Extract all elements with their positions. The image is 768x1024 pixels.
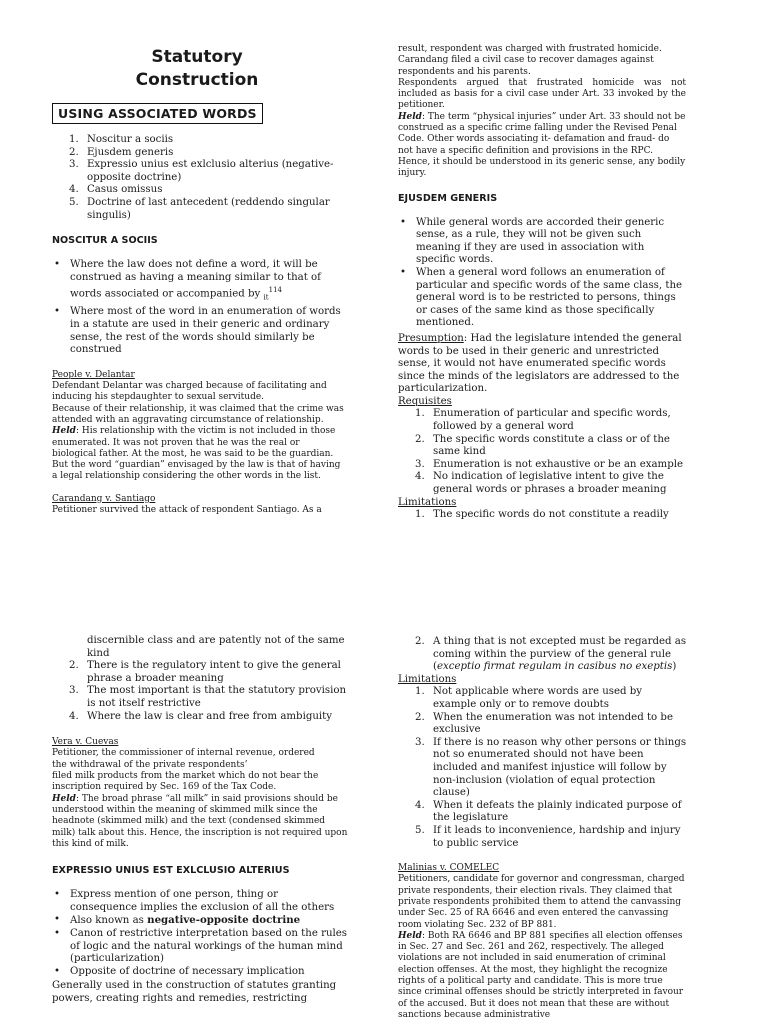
ejusdem-bullets: [398, 217, 686, 330]
main-section-heading-wrap: [52, 103, 344, 124]
list-item: • Opposite of doctrine of necessary implication: [52, 966, 348, 979]
case-title: Vera v. Cuevas: [52, 737, 119, 748]
top-right-column: [398, 44, 686, 522]
case-fact: Respondents argued that frustrated homicide was not included as basis for a civil case under Art. 33 invoked by the petitioner.: [398, 77, 686, 111]
top-left-column: [52, 46, 344, 516]
list-item: 3. The most important is that the statutory provision is not itself restrictive: [69, 685, 347, 709]
list-item: 3. Enumeration is not exhaustive or be an example: [415, 458, 684, 470]
list-item: discernible class and are patently not of the same kind: [87, 635, 345, 659]
malinias-case: [398, 863, 688, 1021]
list-item: 2. When the enumeration was not intended to be exclusive: [415, 711, 673, 736]
list-item: 2. The specific words constitute a class or of the same kind: [415, 433, 670, 458]
list-item: 4. No indication of legislative intent to give the general words or phrases a broader meaning: [415, 471, 667, 496]
case-held: Held: Both RA 6646 and BP 881 specifies all election offenses in Sec. 27 and Sec. 261 and 262, respectively. The alleged violations are not included in said enumeration of criminal election offenses. At the most, they highlight the recognize rights of a political party and candidate. This is more true since criminal offenses should be strictly interpreted in favour of the accused. But it does not mean that these are without sanctions because administrative: [398, 930, 684, 1020]
case-held: Held: The broad phrase “all milk” in said provisions should be understood within the meaning of skimmed milk since the headnote (skimmed milk) and the text (condensed skimmed milk) talk about this. Hence, the inscription is not required upon this kind of milk.: [52, 793, 348, 849]
limitations-label: Limitations: [398, 496, 457, 508]
noscitur-heading: NOSCITUR A SOCIIS: [52, 235, 158, 247]
requisites-list: [398, 408, 686, 496]
presumption: Presumption: Had the legislature intended the general words to be used in their generic and unrestricted sense, it would not have enumerated specific words since the minds of the legislators are addressed to the particularization.: [398, 332, 682, 395]
santiago-case: [52, 494, 344, 517]
case-held: Held: His relationship with the victim is not included in those enumerated. It was not proven that he was the real or biological father. At the most, he was said to be the guardian. But the word “guardian” envisaged by the law is that of having a legal relationship considering the other words in the list.: [52, 426, 341, 482]
case-fact: result, respondent was charged with frustrated homicide.: [398, 44, 662, 54]
limitations-list-start: [398, 509, 686, 522]
case-fact: Petitioner, the commissioner of internal revenue, ordered: [52, 748, 315, 759]
expressio-paragraph: Generally used in the construction of statutes granting powers, creating rights and remedies, restricting: [52, 980, 337, 1004]
case-held: Held: The term “physical injuries” under Art. 33 should not be construed as a specific crime falling under the Revised Penal Code. Other words associating it- defamation and fraud- do not have a specific definition and provisions in the RPC. Hence, it should be understood in its generic sense, any bodily injury.: [398, 111, 686, 179]
title-line1: Statutory: [151, 47, 243, 67]
list-item: 3. If there is no reason why other persons or things not so enumerated should not have been included and manifest injustice will follow by non-inclusion (violation of equal protection clause): [415, 736, 687, 799]
case-title: Malinias v. COMELEC: [398, 863, 500, 874]
noscitur-bullets: [52, 259, 344, 357]
list-item: 4. When it defeats the plainly indicated purpose of the legislature: [415, 799, 682, 824]
list-item: • Express mention of one person, thing or consequence implies the exclusion of all the others: [52, 889, 348, 914]
bottom-left-column: [52, 635, 348, 1005]
list-item: • While general words are accorded their generic sense, as a rule, they will not be given such meaning if they are used in association with specific words.: [398, 217, 686, 267]
list-item: • Also known as negative-opposite doctrine: [52, 914, 348, 928]
case-fact: Because of their relationship, it was claimed that the crime was attended with an aggravating circumstance of relationship.: [52, 403, 344, 425]
requisites-label: Requisites: [398, 395, 452, 407]
list-item: 1. Enumeration of particular and specific words, followed by a general word: [415, 408, 671, 433]
case-fact: Petitioner survived the attack of respondent Santiago. As a: [52, 505, 322, 515]
expressio-limitations-list: [398, 686, 688, 850]
list-item: 1. The specific words do not constitute a readily: [415, 509, 669, 521]
case-fact: Petitioners, candidate for governor and congressman, charged private respondents, their election rivals. They claimed that private respondents prohibited them to attend the canvassing under Sec. 25 of RA 6646 and even entered the canvassing room violating Sec. 232 of BP 881.: [398, 874, 685, 930]
expressio-item-list: [398, 636, 688, 674]
cuevas-case: [52, 737, 348, 850]
list-item: 5. Doctrine of last antecedent (reddendo singular singulis): [69, 196, 330, 221]
list-item: • Where the law does not define a word, it will be construed as having a meaning similar to that of words associated or accompanied by $_{it}^{114}$: [52, 259, 344, 304]
list-item: 3. Expressio unius est exlclusio alterius (negative-opposite doctrine): [69, 159, 334, 183]
case-title: Carandang v. Santiago: [52, 493, 156, 504]
list-item: • When a general word follows an enumeration of particular and specific words of the same class, the general word is to be restricted to persons, things or cases of the same kind as those specifically mentioned.: [398, 267, 686, 330]
list-item: 2. A thing that is not excepted must be regarded as coming within the purview of the general rule (exceptio firmat regulam in casibus no exeptis): [415, 636, 687, 673]
list-item: • Canon of restrictive interpretation based on the rules of logic and the natural workings of the human mind (particularization): [52, 928, 348, 966]
delantar-case: [52, 370, 344, 483]
list-item: 4. Where the law is clear and free from ambiguity: [69, 710, 333, 722]
title-line2: Construction: [135, 70, 259, 90]
expressio-bullets: [52, 889, 348, 978]
limitations-label: Limitations: [398, 673, 457, 685]
bottom-right-column: [398, 636, 688, 1021]
case-fact: filed milk products from the market which do not bear the inscription required by Sec. 169 of the Tax Code.: [52, 771, 319, 793]
main-section-heading: USING ASSOCIATED WORDS: [52, 103, 263, 124]
list-item: 1. Noscitur a sociis: [69, 134, 174, 145]
page-title: [52, 46, 342, 92]
list-item: • Where most of the word in an enumeration of words in a statute are used in their generic and ordinary sense, the rest of the words should similarly be construed: [52, 306, 344, 356]
limitations-list-cont: [52, 635, 348, 723]
list-item: 5. If it leads to inconvenience, hardship and injury to public service: [415, 824, 681, 849]
case-fact: Carandang filed a civil case to recover damages against respondents and his parents.: [398, 55, 654, 77]
case-fact: the withdrawal of the private respondents’: [52, 759, 248, 770]
list-item: 2. There is the regulatory intent to give the general phrase a broader meaning: [69, 660, 341, 684]
case-title: People v. Delantar: [52, 369, 135, 380]
list-item: 2. Ejusdem generis: [69, 146, 174, 158]
ejusdem-heading: EJUSDEM GENERIS: [398, 192, 498, 204]
list-item: 4. Casus omissus: [69, 184, 163, 196]
expressio-heading: EXPRESSIO UNIUS EST EXLCLUSIO ALTERIUS: [52, 865, 290, 877]
list-item: 1. Not applicable where words are used by example only or to remove doubts: [415, 686, 643, 710]
outline-list: [52, 134, 344, 222]
case-fact: Defendant Delantar was charged because of facilitating and inducing his stepdaughter to sexual servitude.: [52, 381, 327, 403]
